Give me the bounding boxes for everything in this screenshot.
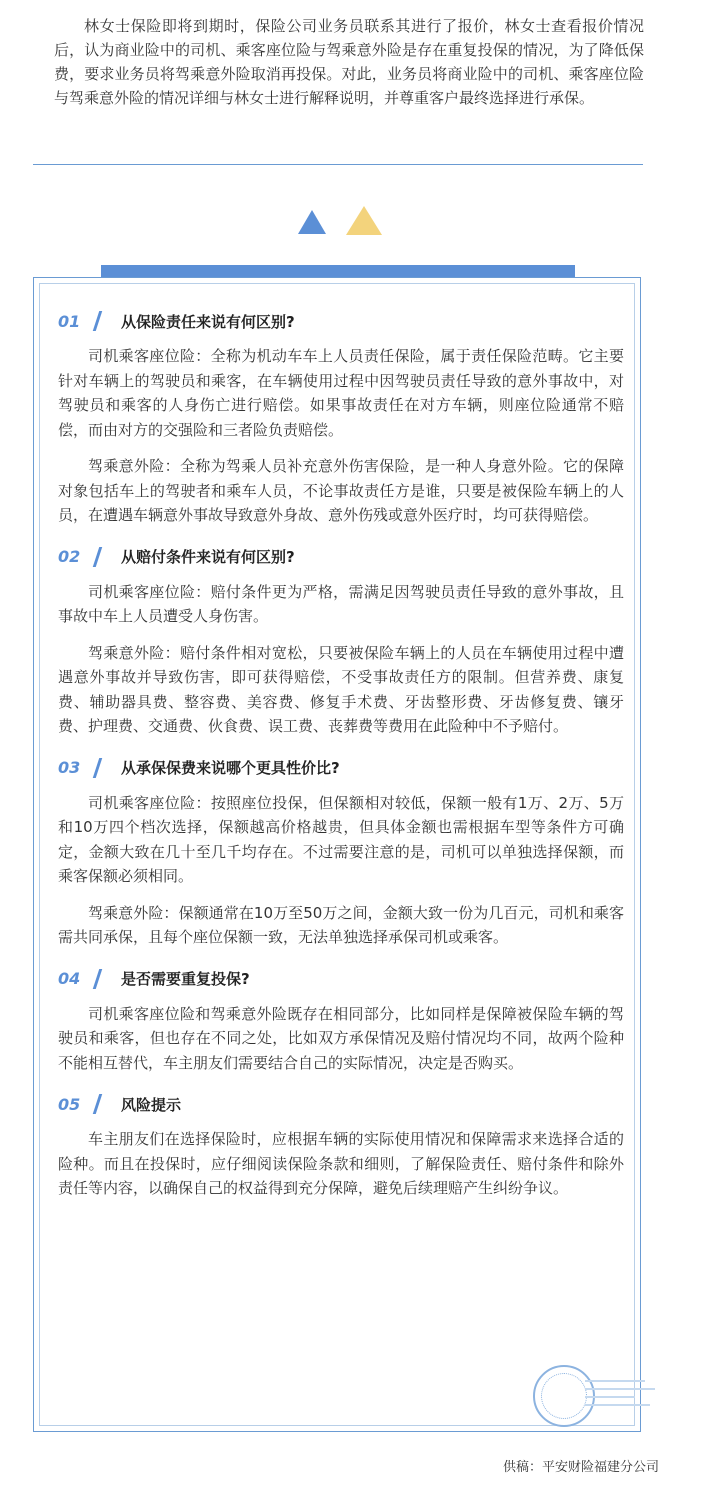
slash-icon [93,547,102,567]
section-number: 01 [58,311,81,331]
section-01 [58,304,624,528]
section-title: 是否需要重复投保? [121,970,250,988]
section-paragraph: 司机乘客座位险：赔付条件更为严格，需满足因驾驶员责任导致的意外事故，且事故中车上人员遭受人身伤害。 [58,582,624,625]
slash-icon [93,758,102,778]
section-03 [58,751,624,950]
section-paragraph: 司机乘客座位险：全称为机动车车上人员责任保险，属于责任保险范畴。它主要针对车辆上的驾驶员和乘客，在车辆使用过程中因驾驶员责任导致的意外事故中，对驾驶员和乘客的人身伤亡进行赔偿。如果事故责任在对方车辆，则座位险通常不赔偿，而由对方的交强险和三者险负责赔偿。 [58,347,624,439]
section-header [58,962,624,996]
blue-triangle-icon [298,210,326,234]
decorative-stamp-inner-icon [541,1373,587,1419]
decorative-lines-icon [585,1380,660,1416]
section-04 [58,962,624,1076]
section-header [58,751,624,785]
section-paragraph: 司机乘客座位险和驾乘意外险既存在相同部分，比如同样是保障被保险车辆的驾驶员和乘客，但也存在不同之处，比如双方承保情况及赔付情况均不同，故两个险种不能相互替代，车主朋友们需要结合自己的实际情况，决定是否购买。 [58,1004,624,1072]
section-number: 03 [58,758,81,777]
section-header [58,1087,624,1121]
section-02 [58,540,624,739]
section-title: 风险提示 [121,1095,182,1114]
slash-icon [93,1094,102,1114]
slash-icon [93,311,102,331]
section-paragraph: 驾乘意外险：赔付条件相对宽松，只要被保险车辆上的人员在车辆使用过程中遭遇意外事故并导致伤害，即可获得赔偿，不受事故责任方的限制。但营养费、康复费、辅助器具费、整容费、美容费、修复手术费、牙齿整形费、牙齿修复费、镶牙费、护理费、交通费、伙食费、误工费、丧葬费等费用在此险种中不予赔付。 [58,643,624,735]
section-number: 05 [58,1094,81,1114]
section-header [58,540,624,574]
section-05 [58,1087,624,1201]
section-title: 从保险责任来说有何区别? [121,312,295,331]
section-header [58,304,624,338]
intro-divider [33,164,643,165]
section-paragraph: 车主朋友们在选择保险时，应根据车辆的实际使用情况和保障需求来选择合适的险种。而且在投保时，应仔细阅读保险条款和细则，了解保险责任、赔付条件和除外责任等内容，以确保自己的权益得到充分保障，避免后续理赔产生纠纷争议。 [58,1130,624,1197]
intro-paragraph: 林女士保险即将到期时，保险公司业务员联系其进行了报价，林女士查看报价情况后，认为商业险中的司机、乘客座位险与驾乘意外险是存在重复投保的情况，为了降低保费，要求业务员将驾乘意外险取消再投保。对此，业务员将商业险中的司机、乘客座位险与驾乘意外险的情况详细与林女士进行解释说明，并尊重客户最终选择进行承保。 [54,17,644,107]
section-number: 04 [58,969,81,988]
source-credit: 供稿：平安财险福建分公司 [502,1460,659,1475]
section-paragraph: 司机乘客座位险：按照座位投保，但保额相对较低，保额一般有1万、2万、5万和10万四个档次选择，保额越高价格越贵，但具体金额也需根据车型等条件方可确定，金额大致在几十至几千均存在。不过需要注意的是，司机可以单独选择保额，而乘客保额必须相同。 [58,793,624,885]
section-paragraph: 驾乘意外险：保额通常在10万至50万之间，金额大致一份为几百元，司机和乘客需共同承保，且每个座位保额一致，无法单独选择承保司机或乘客。 [58,903,624,946]
section-number: 02 [58,547,81,566]
section-title: 从承保保费来说哪个更具性价比? [121,759,340,777]
section-title: 从赔付条件来说有何区别? [121,548,295,566]
slash-icon [93,969,102,989]
content-body [58,300,624,1213]
yellow-triangle-icon [346,206,382,235]
section-paragraph: 驾乘意外险：全称为驾乘人员补充意外伤害保险，是一种人身意外险。它的保障对象包括车上的驾驶者和乘车人员，不论事故责任方是谁，只要是被保险车辆上的人员，在遭遇车辆意外事故导致意外身故、意外伤残或意外医疗时，均可获得赔偿。 [58,457,624,524]
